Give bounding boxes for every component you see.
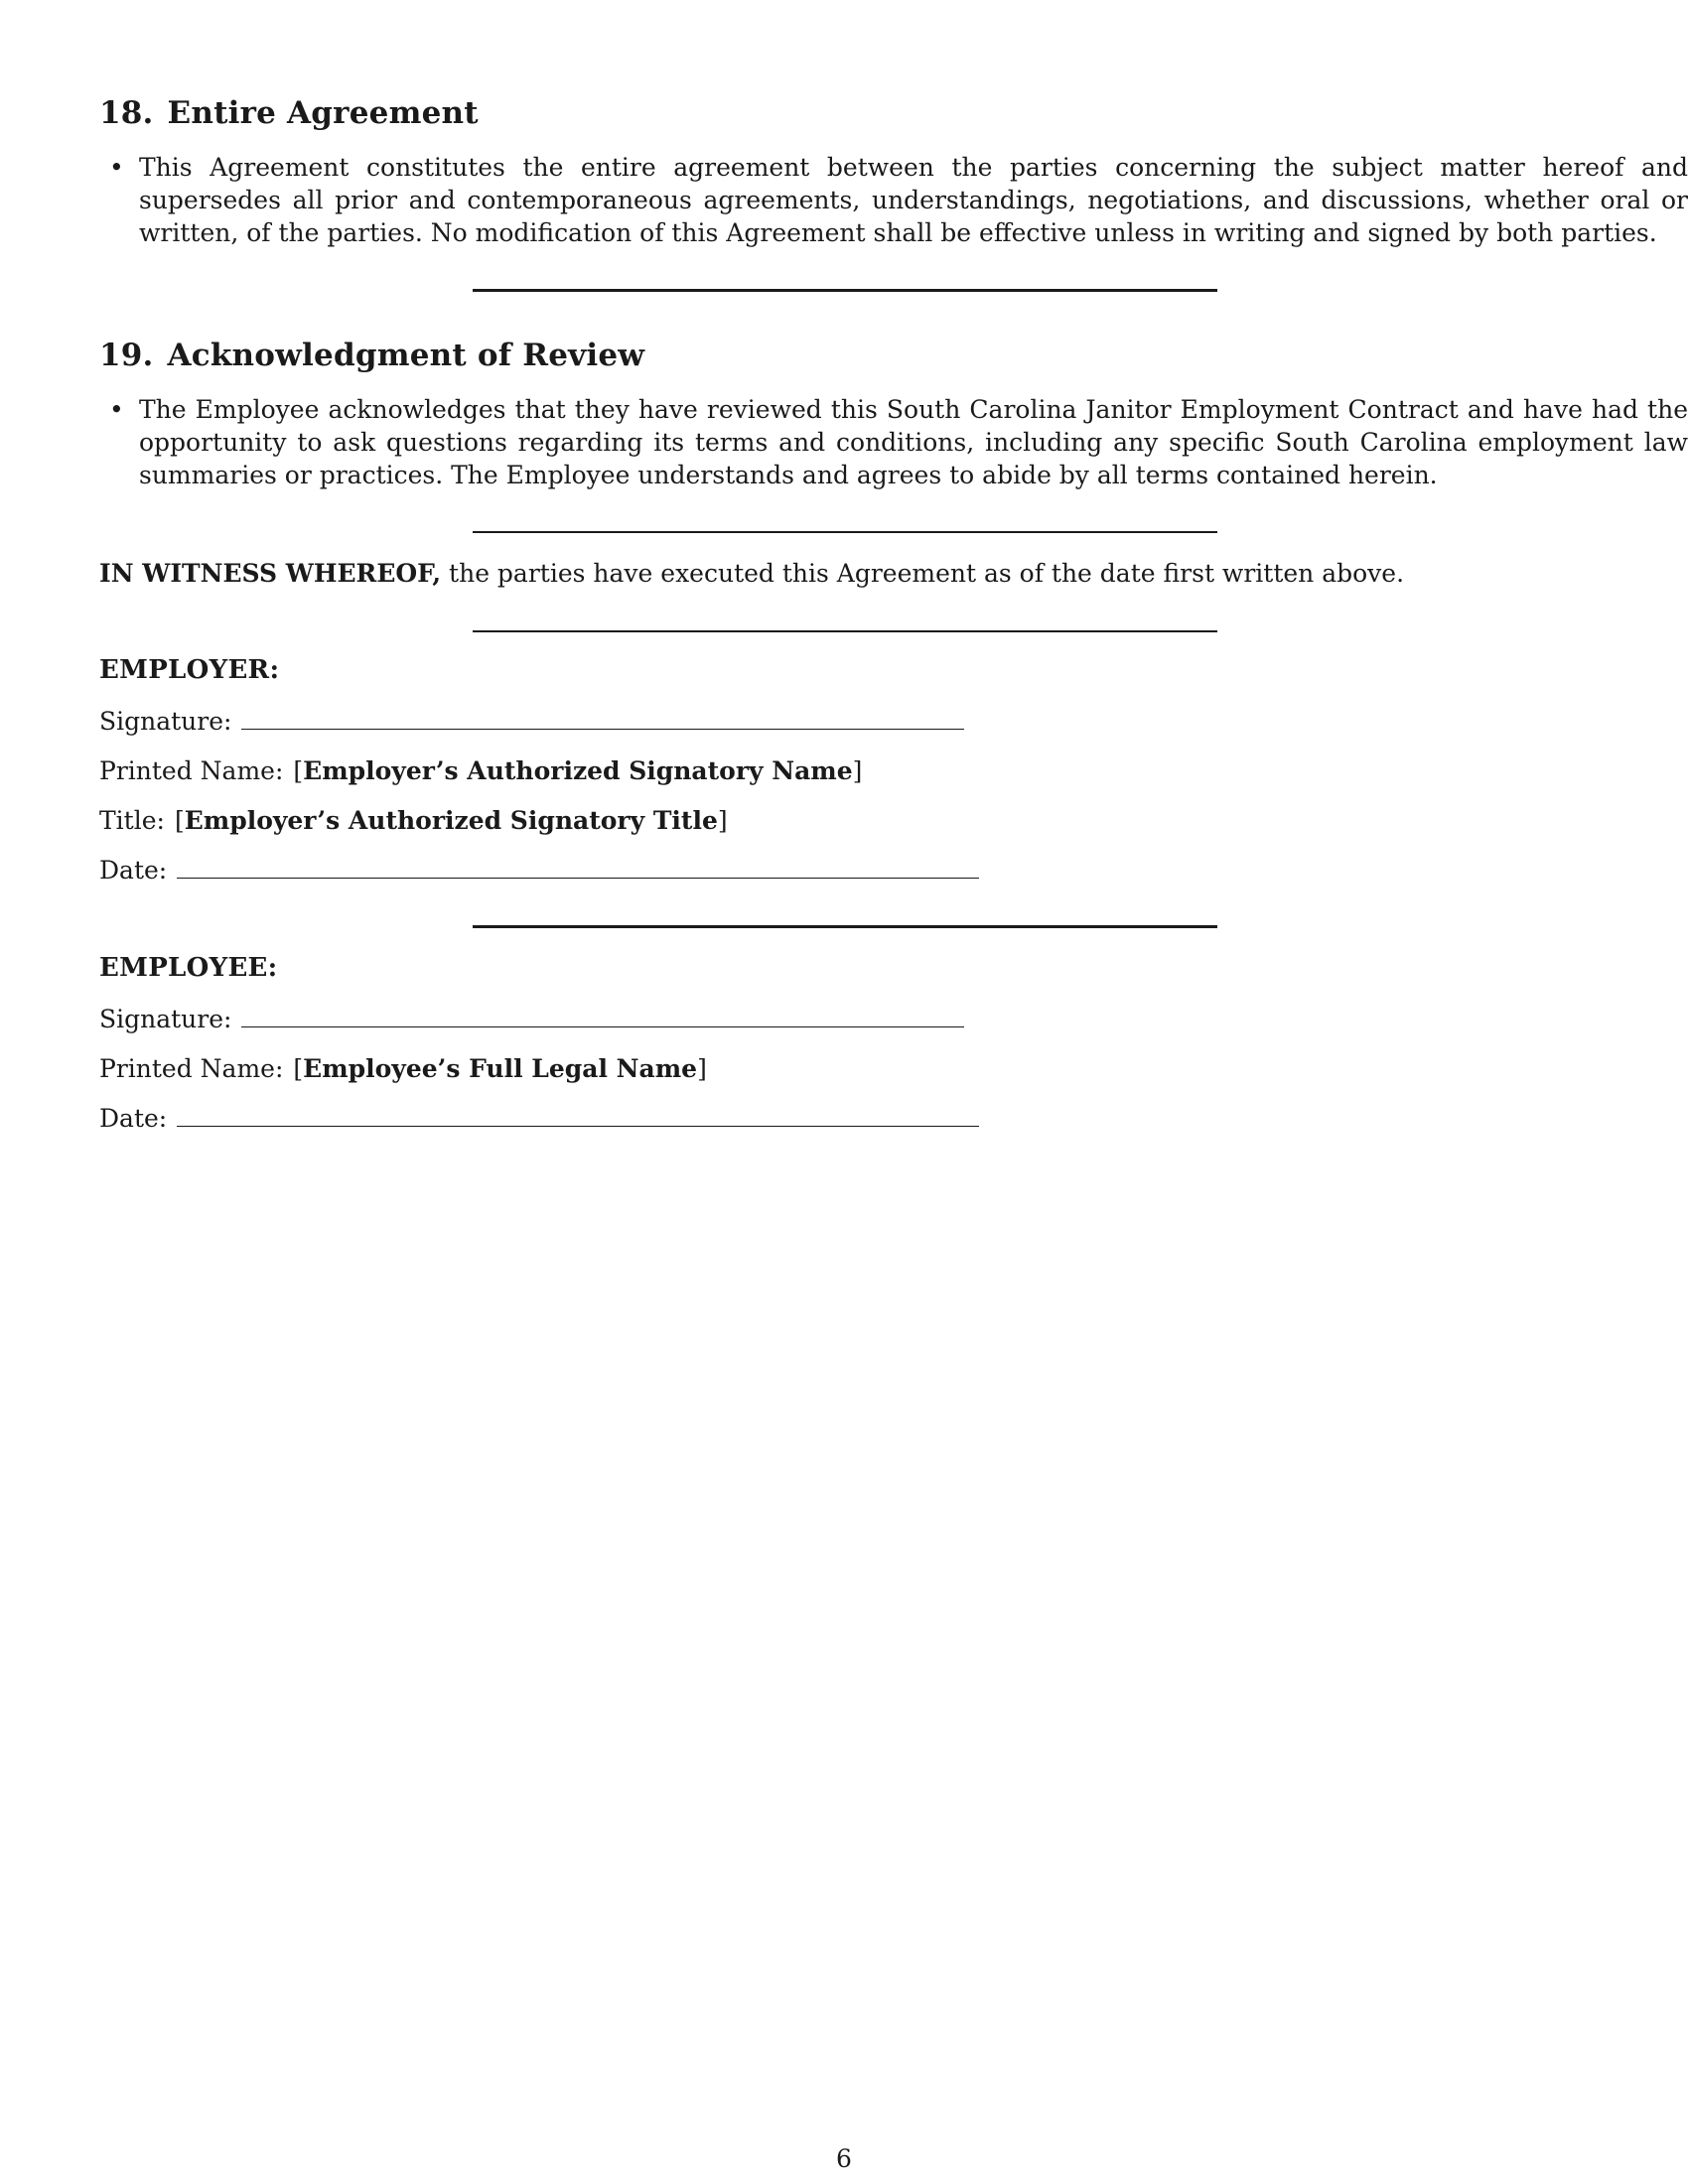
- section-18-title: Entire Agreement: [167, 95, 479, 131]
- document-page: [99, 0, 1688, 2184]
- employee-printed-name-row: [99, 1052, 707, 1085]
- employee-date-row: [99, 1102, 979, 1135]
- bullet-dot: •: [109, 153, 124, 182]
- employer-printed-name-row: [99, 754, 862, 787]
- section-19-number: 19.: [99, 338, 154, 373]
- section-18-heading: [99, 95, 479, 131]
- employee-printed-name-label: Printed Name:: [99, 1054, 284, 1083]
- employee-signature-label: Signature:: [99, 1005, 232, 1033]
- employee-printed-name-close-bracket: ]: [697, 1054, 707, 1083]
- employee-signature-line[interactable]: [241, 1003, 964, 1027]
- employer-date-label: Date:: [99, 856, 168, 885]
- employer-printed-name-value: Employer’s Authorized Signatory Name: [303, 756, 853, 785]
- employee-printed-name-value: Employee’s Full Legal Name: [303, 1054, 698, 1083]
- employee-date-label: Date:: [99, 1104, 168, 1133]
- page-number: 6: [836, 2144, 852, 2173]
- section-18-number: 18.: [99, 95, 154, 131]
- section-19-title: Acknowledgment of Review: [167, 338, 645, 373]
- section-divider: [473, 531, 1217, 533]
- employer-printed-name-open-bracket: [: [293, 756, 304, 785]
- employer-printed-name-close-bracket: ]: [852, 756, 863, 785]
- employer-label: EMPLOYER:: [99, 655, 280, 685]
- bullet-dot: •: [109, 395, 124, 424]
- employer-date-line[interactable]: [177, 854, 979, 879]
- section-18-text: This Agreement constitutes the entire agreement between the parties concerning the subject matter hereof and supersedes all prior and contemporaneous agreements, understandings, negotiations, and discussions, whether oral or written, of the parties. No modification of this Agreement shall be effective unless in writing and signed by both parties.: [139, 153, 1688, 247]
- employee-date-line[interactable]: [177, 1102, 979, 1127]
- employee-signature-row: [99, 1003, 964, 1035]
- section-19-heading: [99, 338, 644, 373]
- witness-lead: IN WITNESS WHEREOF,: [99, 559, 442, 588]
- section-divider: [473, 630, 1217, 632]
- employer-title-open-bracket: [: [174, 806, 185, 835]
- witness-statement: [99, 557, 1404, 590]
- employer-signature-label: Signature:: [99, 707, 232, 736]
- employer-signature-row: [99, 705, 964, 738]
- witness-text: the parties have executed this Agreement as of the date first written above.: [441, 559, 1405, 588]
- section-divider: [473, 925, 1217, 928]
- section-divider: [473, 289, 1217, 292]
- section-19-text: The Employee acknowledges that they have reviewed this South Carolina Janitor Employment Contract and have had the opportunity to ask questions regarding its terms and conditions, including any specific South Carolina employment law summaries or practices. The Employee understands and agrees to abide by all terms contained herein.: [139, 395, 1688, 489]
- employer-date-row: [99, 854, 979, 887]
- employer-title-row: [99, 804, 728, 837]
- employee-printed-name-open-bracket: [: [293, 1054, 304, 1083]
- employer-title-value: Employer’s Authorized Signatory Title: [184, 806, 718, 835]
- employee-label: EMPLOYEE:: [99, 953, 278, 983]
- employer-title-label: Title:: [99, 806, 165, 835]
- section-18-bullet: [109, 151, 1688, 249]
- section-19-bullet: [109, 393, 1688, 491]
- employer-printed-name-label: Printed Name:: [99, 756, 284, 785]
- employer-title-close-bracket: ]: [717, 806, 728, 835]
- employer-signature-line[interactable]: [241, 705, 964, 730]
